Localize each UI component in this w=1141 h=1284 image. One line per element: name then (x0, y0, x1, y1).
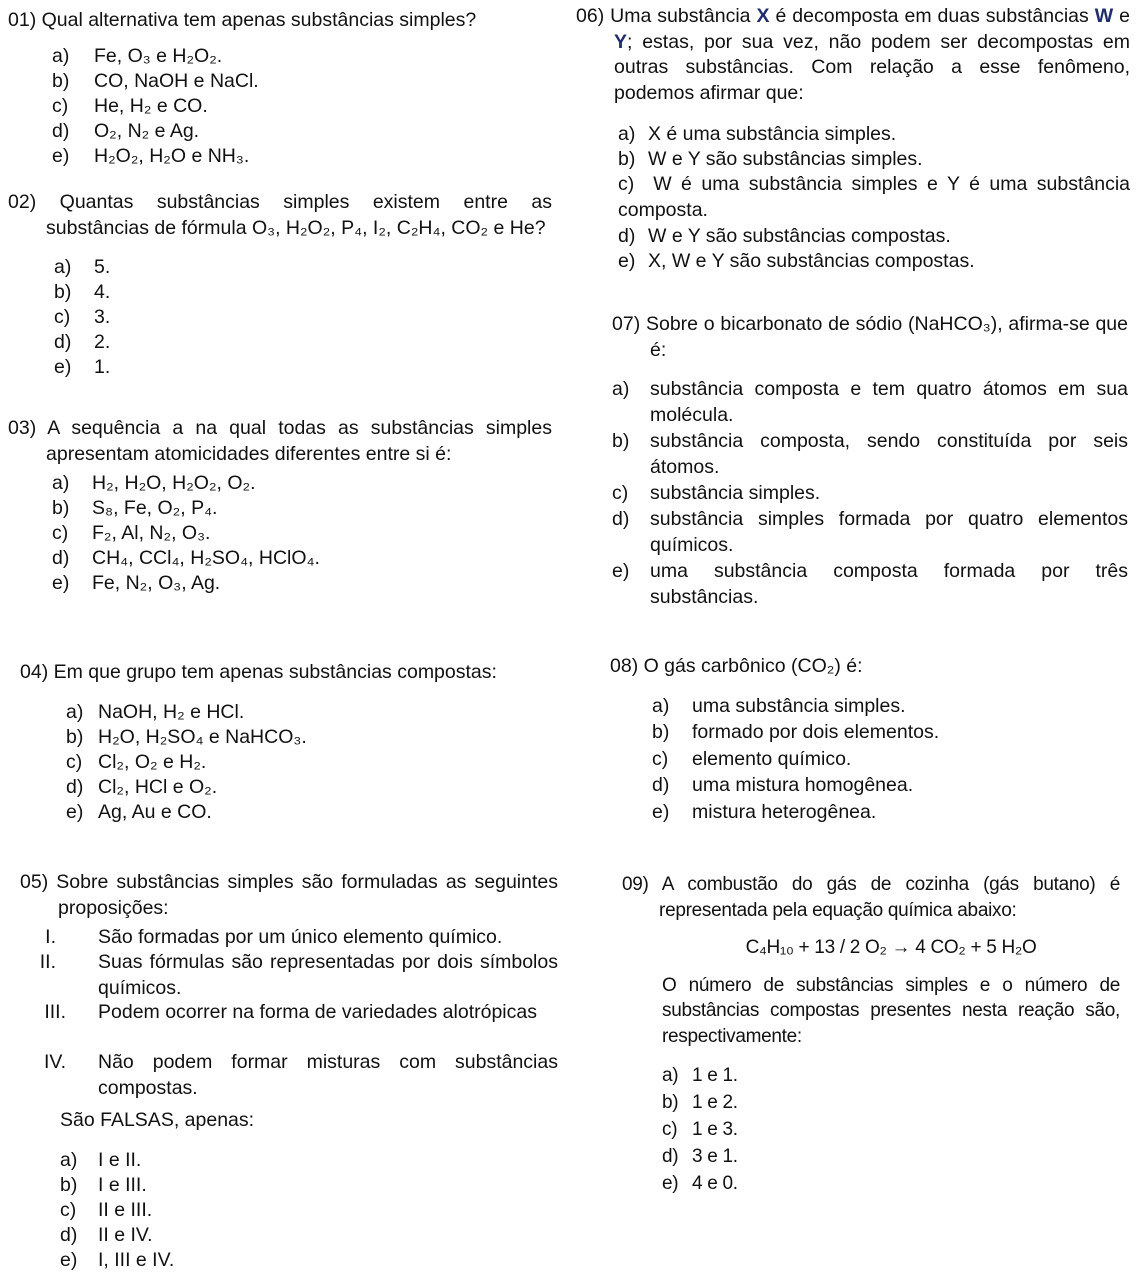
question-04-stem: 04) Em que grupo tem apenas substâncias compostas: (20, 661, 497, 683)
option-02-d[interactable]: d) 2. (54, 331, 111, 353)
option-06-a[interactable]: a) X é uma substância simples. (618, 123, 897, 145)
option-02-c[interactable]: c) 3. (54, 306, 111, 328)
combustion-equation: C₄H₁₀ + 13 / 2 O₂ → 4 CO₂ + 5 H₂O (745, 937, 1037, 958)
option-06-e[interactable]: e) X, W e Y são substâncias compostas. (618, 250, 975, 272)
option-05-e[interactable]: e) I, III e IV. (60, 1248, 175, 1271)
option-01-d[interactable]: d) O₂, N₂ e Ag. (52, 119, 200, 142)
option-07-b[interactable]: b) substância composta, sendo constituída por seis átomos. (612, 430, 1128, 478)
question-05-prompt: São FALSAS, apenas: (60, 1109, 255, 1131)
option-08-a[interactable]: a) uma substância simples. (652, 694, 906, 717)
question-09 (622, 872, 1120, 1198)
question-06-options (576, 122, 1130, 274)
option-05-a[interactable]: a) I e II. (60, 1148, 142, 1171)
substance-y-label: Y (614, 30, 628, 53)
proposition-iii: III. Podem ocorrer na forma de variedades alotrópicas (44, 1001, 537, 1023)
question-06-stem: 06) Uma substância X é decomposta em duas substâncias W e Y; estas, por sua vez, não podem ser decompostas em outras substâncias. Com relação a esse fenômeno, podemos afirmar que: (576, 5, 1130, 104)
question-05-stem: 05) Sobre substâncias simples são formuladas as seguintes proposições: (20, 871, 558, 919)
option-02-b[interactable]: b) 4. (54, 281, 111, 303)
option-04-c[interactable]: c) Cl₂, O₂ e H₂. (66, 750, 207, 773)
option-09-b[interactable]: b) 1 e 2. (662, 1092, 738, 1113)
option-02-a[interactable]: a) 5. (54, 256, 111, 278)
option-07-a[interactable]: a) substância composta e tem quatro átomos em sua molécula. (612, 378, 1128, 426)
option-02-e[interactable]: e) 1. (54, 356, 111, 378)
option-05-d[interactable]: d) II e IV. (60, 1223, 153, 1246)
option-03-a[interactable]: a) H₂, H₂O, H₂O₂, O₂. (52, 472, 256, 494)
option-06-c[interactable]: c) W é uma substância simples e Y é uma substância composta. (618, 173, 1131, 221)
question-04-options (20, 700, 558, 825)
question-07-stem: 07) Sobre o bicarbonato de sódio (NaHCO₃), afirma-se que é: (612, 313, 1128, 361)
question-02 (8, 190, 552, 380)
option-05-b[interactable]: b) I e III. (60, 1173, 147, 1196)
option-01-c[interactable]: c) He, H₂ e CO. (52, 94, 208, 117)
question-02-options (8, 255, 552, 380)
proposition-iv: IV. Não podem formar misturas com substâncias compostas. (44, 1051, 558, 1099)
option-04-e[interactable]: e) Ag, Au e CO. (66, 800, 212, 823)
question-01-options (8, 44, 560, 169)
option-08-b[interactable]: b) formado por dois elementos. (652, 721, 940, 743)
question-05-propositions (20, 925, 558, 1100)
question-09-prompt: O número de substâncias simples e o número de substâncias compostas presentes nesta reação são, respectivamente: (662, 974, 1120, 1047)
question-02-stem: 02) Quantas substâncias simples existem entre as substâncias de fórmula O₃, H₂O₂, P₄, I₂, C₂H₄, CO₂ e He? (8, 191, 552, 239)
question-01-stem: 01) Qual alternativa tem apenas substâncias simples? (8, 9, 477, 31)
option-06-b[interactable]: b) W e Y são substâncias simples. (618, 148, 923, 170)
option-01-b[interactable]: b) CO, NaOH e NaCl. (52, 69, 259, 92)
question-09-options (622, 1063, 1120, 1198)
question-03-stem: 03) A sequência a na qual todas as substâncias simples apresentam atomicidades diferentes entre si é: (8, 417, 552, 465)
substance-w-label: W (1094, 5, 1114, 27)
question-03 (8, 416, 552, 596)
option-08-e[interactable]: e) mistura heterogênea. (652, 800, 877, 823)
proposition-ii: II. Suas fórmulas são representadas por dois símbolos químicos. (39, 951, 558, 999)
question-05 (20, 870, 558, 1273)
question-06 (576, 4, 1130, 274)
option-09-e[interactable]: e) 4 e 0. (662, 1173, 738, 1194)
option-03-d[interactable]: d) CH₄, CCl₄, H₂SO₄, HClO₄. (52, 547, 320, 569)
option-08-c[interactable]: c) elemento químico. (652, 747, 852, 770)
option-01-e[interactable]: e) H₂O₂, H₂O e NH₃. (52, 144, 250, 167)
option-06-d[interactable]: d) W e Y são substâncias compostas. (618, 225, 951, 247)
option-03-e[interactable]: e) Fe, N₂, O₃, Ag. (52, 572, 221, 594)
option-05-c[interactable]: c) II e III. (60, 1198, 153, 1221)
option-04-d[interactable]: d) Cl₂, HCl e O₂. (66, 775, 218, 798)
substance-x-label: X (756, 5, 770, 27)
option-07-e[interactable]: e) uma substância composta formada por três substâncias. (612, 560, 1128, 608)
option-03-c[interactable]: c) F₂, Al, N₂, O₃. (52, 522, 211, 544)
option-07-c[interactable]: c) substância simples. (612, 482, 821, 504)
option-07-d[interactable]: d) substância simples formada por quatro elementos químicos. (612, 508, 1128, 556)
option-04-b[interactable]: b) H₂O, H₂SO₄ e NaHCO₃. (66, 725, 307, 748)
question-08-options (610, 694, 1130, 827)
question-01 (8, 8, 560, 169)
option-08-d[interactable]: d) uma mistura homogênea. (652, 774, 914, 796)
question-05-options (20, 1148, 558, 1273)
question-03-options (8, 471, 552, 596)
option-09-a[interactable]: a) 1 e 1. (662, 1065, 738, 1086)
option-09-c[interactable]: c) 1 e 3. (662, 1119, 738, 1140)
question-04 (20, 660, 558, 825)
question-07-options (612, 377, 1128, 611)
option-01-a[interactable]: a) Fe, O₃ e H₂O₂. (52, 44, 223, 67)
option-09-d[interactable]: d) 3 e 1. (662, 1146, 738, 1167)
question-08 (610, 654, 1130, 826)
question-09-stem: 09) A combustão do gás de cozinha (gás butano) é representada pela equação química abaixo: (622, 874, 1120, 921)
question-08-stem: 08) O gás carbônico (CO₂) é: (610, 655, 863, 677)
option-03-b[interactable]: b) S₈, Fe, O₂, P₄. (52, 497, 218, 519)
proposition-i: I. São formadas por um único elemento químico. (45, 926, 503, 948)
question-07 (612, 312, 1128, 611)
option-04-a[interactable]: a) NaOH, H₂ e HCl. (66, 700, 245, 723)
